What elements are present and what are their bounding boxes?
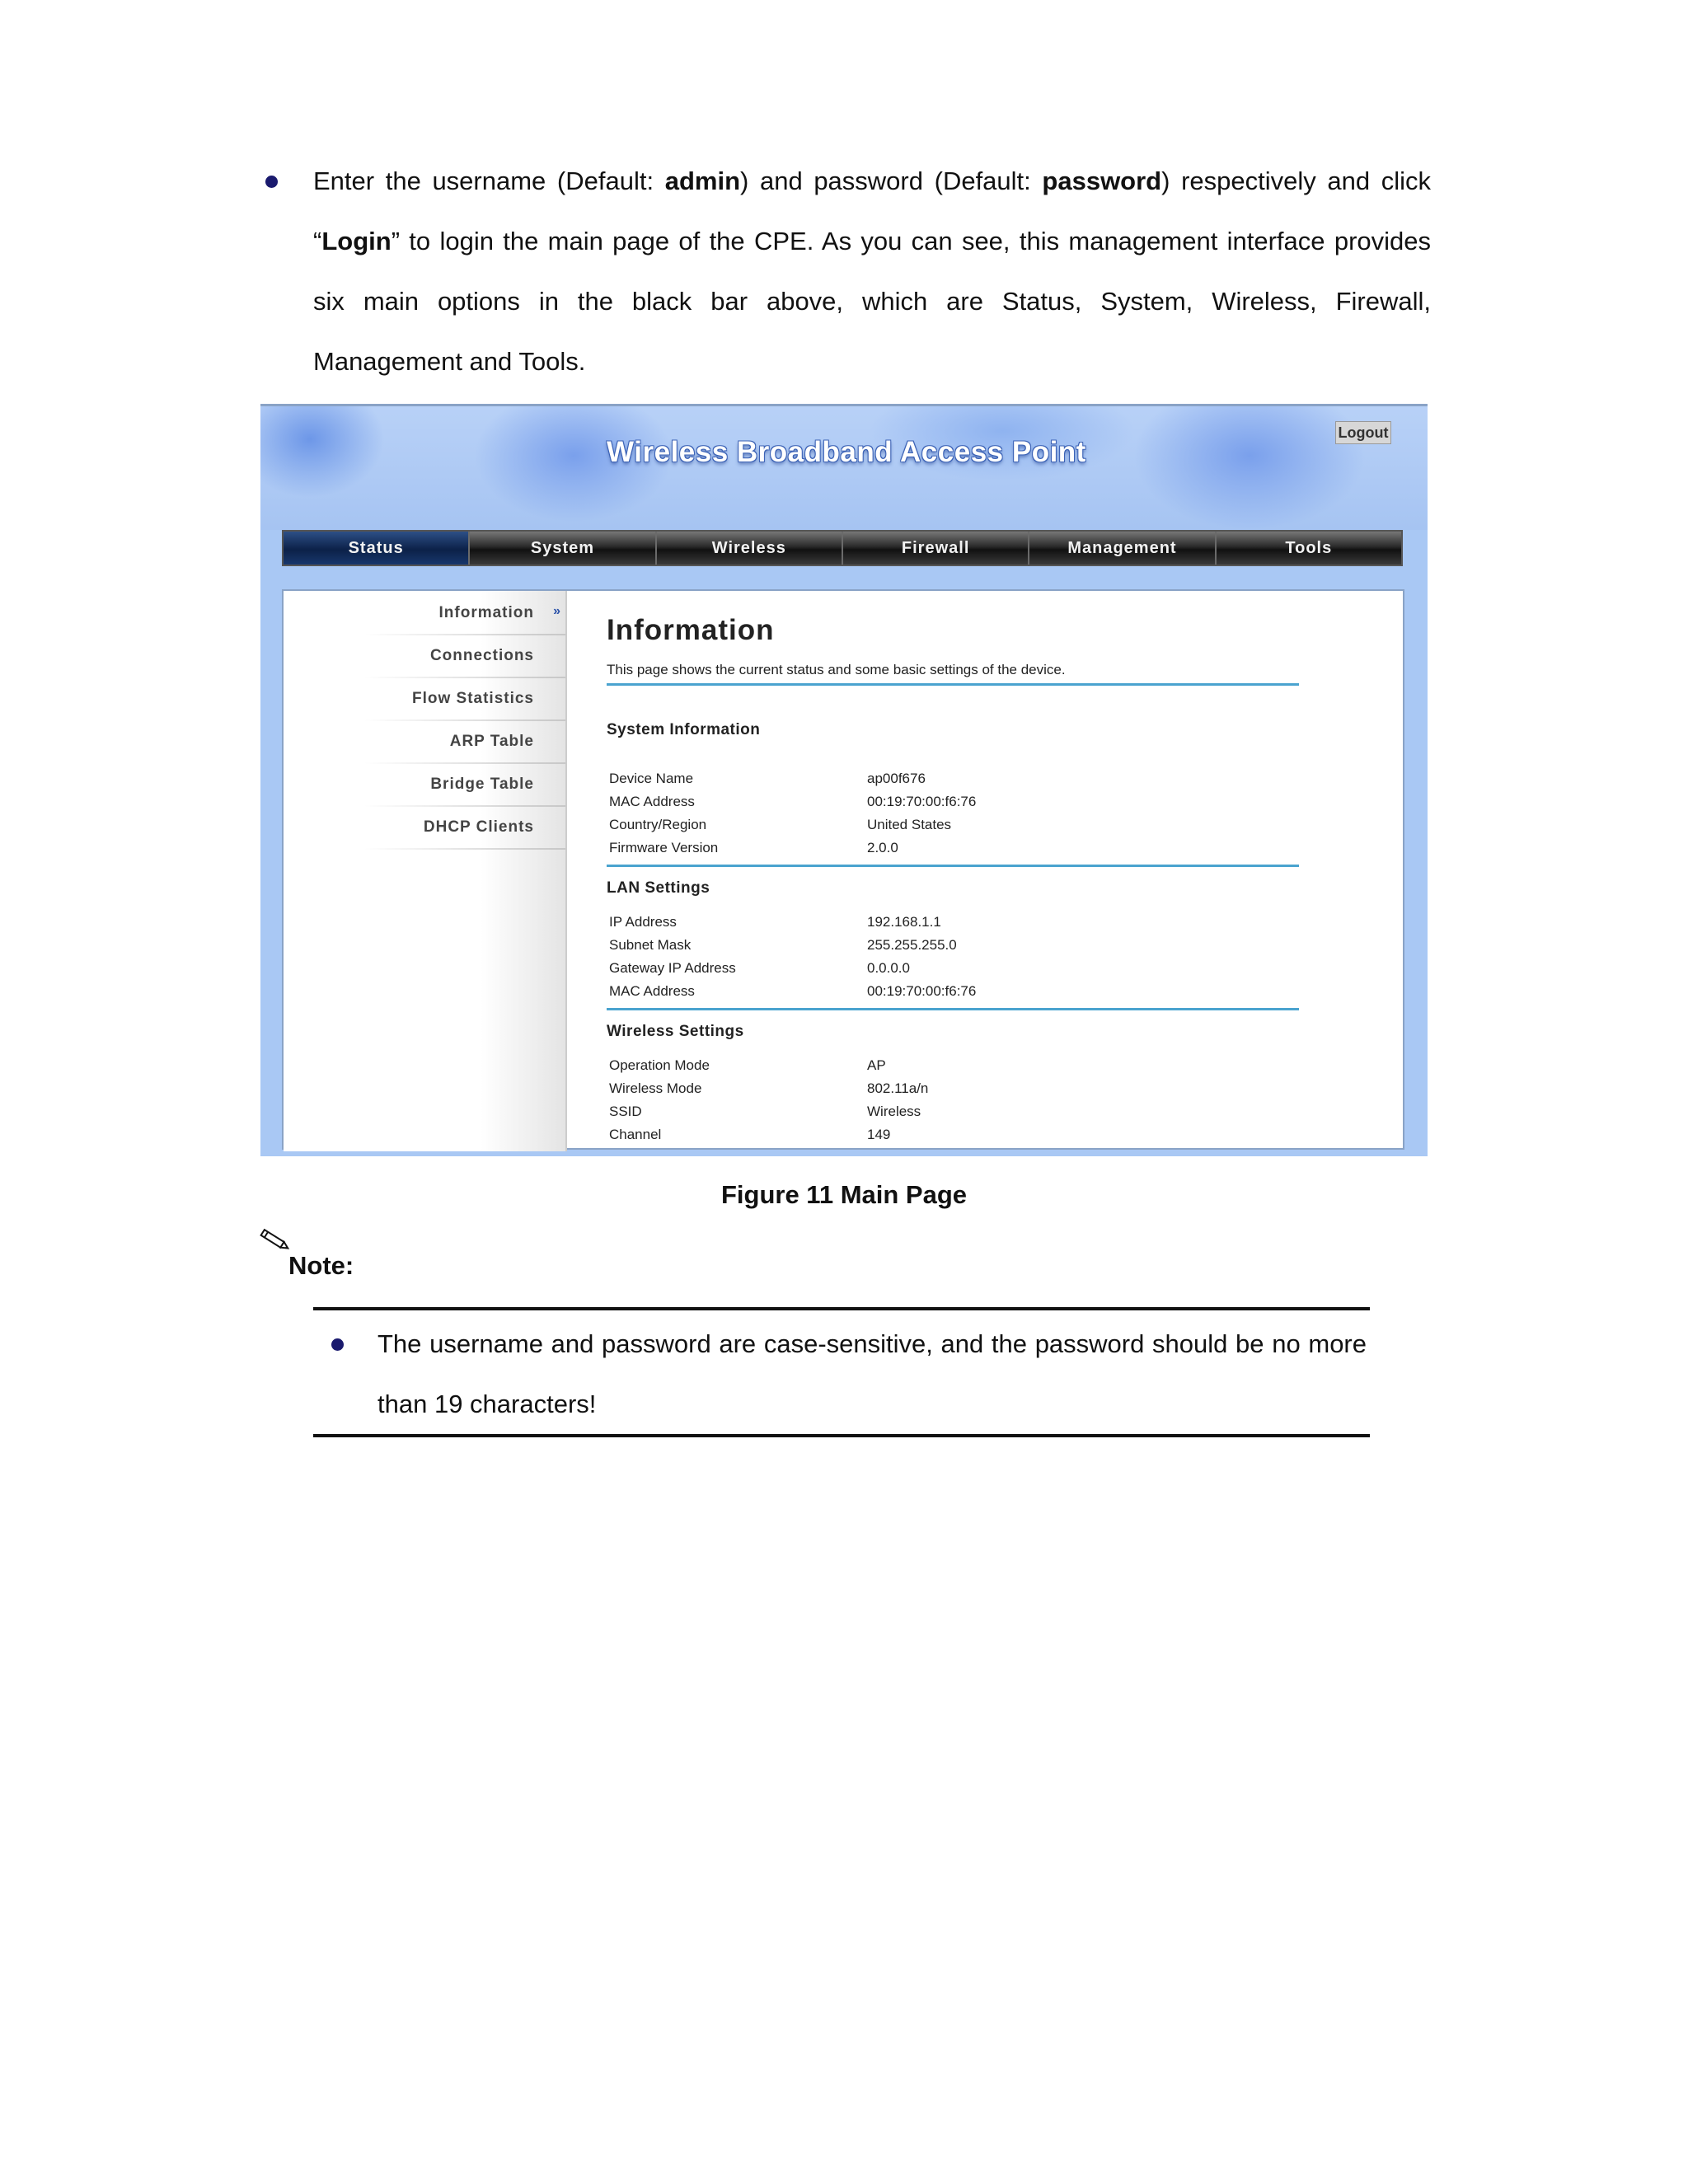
intro-text-2: ) and password (Default: [740,166,1043,195]
content-panel [282,589,1404,1150]
sidebar-item-label: Connections [429,647,534,664]
row-label: Wireless Mode [609,1080,702,1096]
row-label: MAC Address [609,983,695,999]
row-value: 255.255.255.0 [867,937,957,953]
sidebar-item-label: DHCP Clients [423,818,534,836]
sidebar-item-label: Flow Statistics [411,690,534,707]
main-nav-bar [282,530,1403,566]
chevron-right-icon: » [553,604,560,618]
default-username: admin [664,166,741,195]
sidebar-item-bridge-table[interactable] [430,776,534,794]
sidebar-item-information[interactable] [439,604,535,622]
section-heading-wireless: Wireless Settings [607,1023,744,1040]
sidebar-item-label: Bridge Table [430,776,534,793]
row-value: 00:19:70:00:f6:76 [867,794,977,809]
section-divider [607,1008,1299,1010]
section-heading-lan: LAN Settings [607,879,710,897]
main-page-screenshot [260,404,1428,1156]
row-value: 0.0.0.0 [867,960,910,976]
row-value: 00:19:70:00:f6:76 [867,983,977,999]
section-divider [607,683,1299,686]
nav-status[interactable]: Status [284,532,470,565]
page-title: Information [607,614,775,646]
sidebar-item-dhcp-clients[interactable] [424,818,534,837]
nav-tools[interactable]: Tools [1285,539,1333,557]
note-label: Note: [288,1251,354,1280]
note-top-rule [313,1307,1370,1310]
sidebar-item-label: Information [438,604,534,621]
sidebar-divider [364,677,565,678]
row-label: MAC Address [609,794,695,809]
nav-system[interactable]: System [470,532,656,565]
nav-management[interactable]: Management [1029,532,1216,565]
row-label: Firmware Version [609,840,719,855]
row-label: Channel [609,1127,662,1142]
row-value: 149 [867,1127,891,1142]
row-label: SSID [609,1104,642,1119]
logout-button[interactable]: Logout [1335,421,1391,444]
sidebar-divider [364,634,565,635]
sidebar [284,591,567,1151]
row-label: Device Name [609,771,694,786]
sidebar-divider [364,805,565,807]
section-divider [607,865,1299,867]
row-label: Gateway IP Address [609,960,736,976]
row-label: Subnet Mask [609,937,692,953]
row-label: IP Address [609,914,677,930]
figure-caption: Figure 11 Main Page [720,1180,968,1209]
banner [260,406,1428,530]
sidebar-item-arp-table[interactable] [450,733,534,751]
row-value: ap00f676 [867,771,926,786]
row-value: 192.168.1.1 [867,914,941,930]
page-description: This page shows the current status and some basic settings of the device. [607,662,1066,677]
section-heading-system: System Information [607,721,761,738]
row-value: 802.11a/n [867,1080,929,1096]
sidebar-item-flow-statistics[interactable] [412,690,534,708]
row-label: Operation Mode [609,1057,710,1073]
banner-title: Wireless Broadband Access Point [607,436,1086,468]
intro-text-4: ” to login the main page of the CPE. As you can see, this management interface provides six main options in the black bar above, which are Status, System, Wireless, Firewall, Management and Tools. [313,227,1431,376]
login-word: Login [321,227,392,255]
sidebar-item-connections[interactable] [430,647,534,665]
sidebar-divider [364,719,565,721]
row-value: United States [867,817,952,832]
sidebar-divider [364,848,565,850]
row-value: 2.0.0 [867,840,898,855]
nav-wireless[interactable]: Wireless [657,532,843,565]
sidebar-item-label: ARP Table [449,733,534,750]
row-value: Wireless [867,1104,921,1119]
note-text: The username and password are case-sensitive, and the password should be no more than 19 characters! [377,1329,1367,1418]
bullet-icon [331,1338,344,1351]
intro-paragraph [313,151,1431,391]
default-password: password [1042,166,1162,195]
nav-firewall[interactable]: Firewall [843,532,1029,565]
row-value: AP [867,1057,886,1073]
sidebar-divider [364,762,565,764]
intro-text-3: ) respectively and click “ [313,166,1431,255]
note-bottom-rule [313,1434,1370,1437]
intro-text-1: Enter the username (Default: [313,166,665,195]
pencil-icon [257,1226,293,1254]
row-label: Country/Region [609,817,707,832]
bullet-icon [265,176,278,188]
